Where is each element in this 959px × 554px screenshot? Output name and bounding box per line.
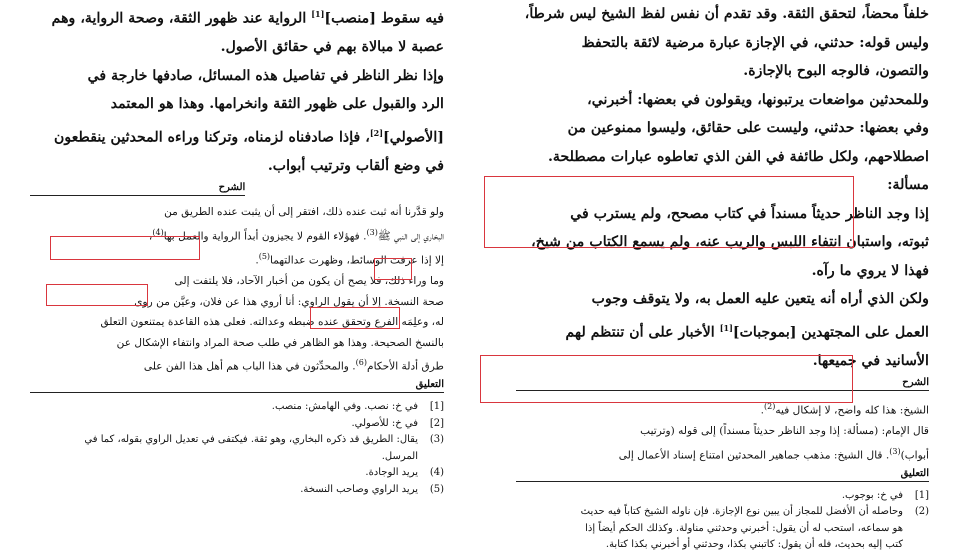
commentary-text: [516, 397, 929, 466]
main-line: وفي بعضها: حدثني، وليست على حقائق، وليسوا ممنوعين من: [567, 120, 929, 136]
footnote: [516, 521, 929, 538]
footnote: [30, 449, 444, 466]
footnote: [516, 537, 929, 554]
main-line: خلفاً محضاً، لتحقق الثقة. وقد تقدم أن نفس لفظ الشيخ ليس شرطاً،: [524, 6, 929, 22]
main-line: الأسانيد في جميعها.: [812, 352, 929, 369]
footnote-text: يقال: الطريق قد ذكره البخاري، وهو ثقة. فيكتفى في تعديل الراوي بقوله، كما في: [84, 434, 418, 446]
commentary-line: البخاري إلى النبي ﷺ$^{(3)}$. فهؤلاء القوم لا يجيزون أبداً الرواية والعمل بها$^{(4)}$،: [148, 227, 444, 243]
commentary-line: له، وعلِمَه الفرع وتحقق عنده ضبطه وعدالته. فعلى هذه القاعدة يمتنعون التعلق: [100, 316, 444, 329]
section-heading: مسألة:: [887, 177, 929, 193]
commentary-line: إلا إذا عرفت الوسائط، وظهرت عدالتهما$^{(5)}$.: [255, 252, 444, 267]
footnote: [30, 416, 444, 433]
commentary-line: ولو قدَّرنا أنه ثبت عنده ذلك، افتقر إلى أن يثبت عنده الطريق من: [164, 206, 444, 219]
commentary-line: وما وراء ذلك، فلا يصح أن يكون من أخبار الآحاد، فلا يلتفت إلى: [174, 275, 444, 288]
footnote-text: في خ: للأصولي.: [351, 417, 418, 429]
footnote-number: [1]: [429, 401, 444, 413]
footnote-number: (4): [429, 467, 444, 479]
footnote-text: في خ: بوجوب.: [841, 489, 903, 501]
footnote: [516, 504, 929, 521]
footnote-text: يريد الراوي وصاحب النسخة.: [300, 483, 418, 495]
footnote-number: [903, 537, 929, 554]
commentary-text: [30, 202, 444, 377]
footnote-text: هو سماعه، استحب له أن يقول: أخبرني وحدثني مناولة. وكذلك الحكم أيضاً إذا: [585, 522, 903, 534]
main-line: عصبة لا مبالاة بهم في حقائق الأصول.: [220, 39, 444, 56]
footnote-number: (3): [429, 434, 444, 446]
main-line: والتصون، فالوجه البوح بالإجازة.: [743, 63, 929, 79]
footnote: [30, 432, 444, 449]
main-line: الرد والقبول على ظهور الثقة وانخرامها. وهذا هو المعتمد: [110, 96, 444, 113]
footnote: [30, 399, 444, 416]
notes-header: التعليق: [30, 380, 444, 393]
main-line: اصطلاحهم، ولكل طائفة في الفن الذي تعاطوه عبارات مصطلحة.: [547, 148, 929, 165]
footnote: [30, 465, 444, 482]
footnote-number: (2): [914, 506, 929, 518]
commentary-line: طرق أدلة الأحكام$^{(6)}$. والمحدِّثون في هذا الباب هم أهل هذا الفن على: [143, 358, 444, 373]
footnote-number: [2]: [429, 417, 444, 429]
footnote-text: كتب إليه بحديث، فله أن يقول: كاتبني بكذا، وحدثني أو أخبرني بكذا كتابة.: [605, 539, 903, 551]
commentary-line: قال الإمام: (مسألة: إذا وجد الناظر حديثاً مسنداً) إلى قوله (وترتيب: [640, 425, 929, 438]
main-line: العمل على المجتهدين [بموجبات][1] الأخبار على أن تنتظم لهم: [565, 322, 929, 341]
footnote-number: (5): [429, 483, 444, 495]
main-line: وإذا نظر الناظر في تفاصيل هذه المسائل، صادفها خارجة في: [87, 67, 444, 84]
main-line: [الأصولي][2]، فإذا صادفناه لزمناه، وتركنا وراءه المحدثين ينقطعون: [53, 127, 444, 146]
footnote-text: في خ: نصب. وفي الهامش: منصب.: [271, 401, 418, 413]
main-text: [30, 0, 444, 180]
footnote-number: [418, 449, 444, 466]
right-page: [480, 0, 959, 551]
footnote-number: [903, 521, 929, 538]
commentary-line: صحة النسخة. إلا أن يقول الراوي: أنا أروي هذا عن فلان، وعيَّن من روى: [134, 295, 444, 308]
main-line: إذا وجد الناظر حديثاً مسنداً في كتاب مصحح، ولم يسترب في: [570, 205, 929, 222]
main-line: وللمحدثين مواضعات يرتبونها، ويقولون في بعضها: أخبرني،: [587, 91, 929, 108]
footnotes: [30, 399, 444, 498]
main-line: فهذا لا يروي ما رآه.: [811, 262, 929, 279]
main-line: ولكن الذي أراه أنه يتعين عليه العمل به، ولا يتوقف وجوب: [591, 291, 929, 307]
sharh-header: الشرح: [30, 183, 245, 196]
footnote: [516, 488, 929, 505]
footnote-text: وحاصله أن الأفضل للمجاز أن يبين نوع الإجازة. فإن ناوله الشيخ كتاباً فيه حديث: [580, 506, 903, 518]
main-text: [516, 0, 929, 375]
commentary-line: الشيخ: هذا كله واضح، لا إشكال فيه$^{(2)}$.: [760, 402, 929, 417]
main-line: وليس قوله: حدثني، في الإجازة عبارة مرضية لائقة بالتحفظ: [581, 34, 929, 51]
footnote-number: [1]: [914, 489, 929, 501]
footnote: [30, 482, 444, 499]
main-line: ثبوته، واستبان انتفاء اللبس والريب عنه، ولم يسمع الكتاب من شيخ،: [531, 234, 929, 250]
commentary-line: أبواب)$^{(3)}$. قال الشيخ: مذهب جماهير المحدثين امتناع إسناد الأعمال إلى: [618, 446, 929, 462]
main-line: في وضع ألقاب وترتيب أبواب.: [267, 157, 444, 174]
notes-header: التعليق: [516, 469, 929, 482]
main-line: فيه سقوط [منصب][1] الرواية عند ظهور الثقة، وصحة الرواية، وهم: [51, 9, 444, 27]
left-page: [0, 0, 480, 495]
footnote-text: يريد الوجادة.: [365, 467, 418, 479]
sharh-header: الشرح: [516, 378, 929, 391]
footnote-text: المرسل.: [381, 450, 418, 462]
commentary-line: بالنسخ الصحيحة. وهذا هو الظاهر في طلب صحة المراد وانتفاء الإشكال عن: [116, 336, 444, 349]
footnotes: [516, 488, 929, 554]
